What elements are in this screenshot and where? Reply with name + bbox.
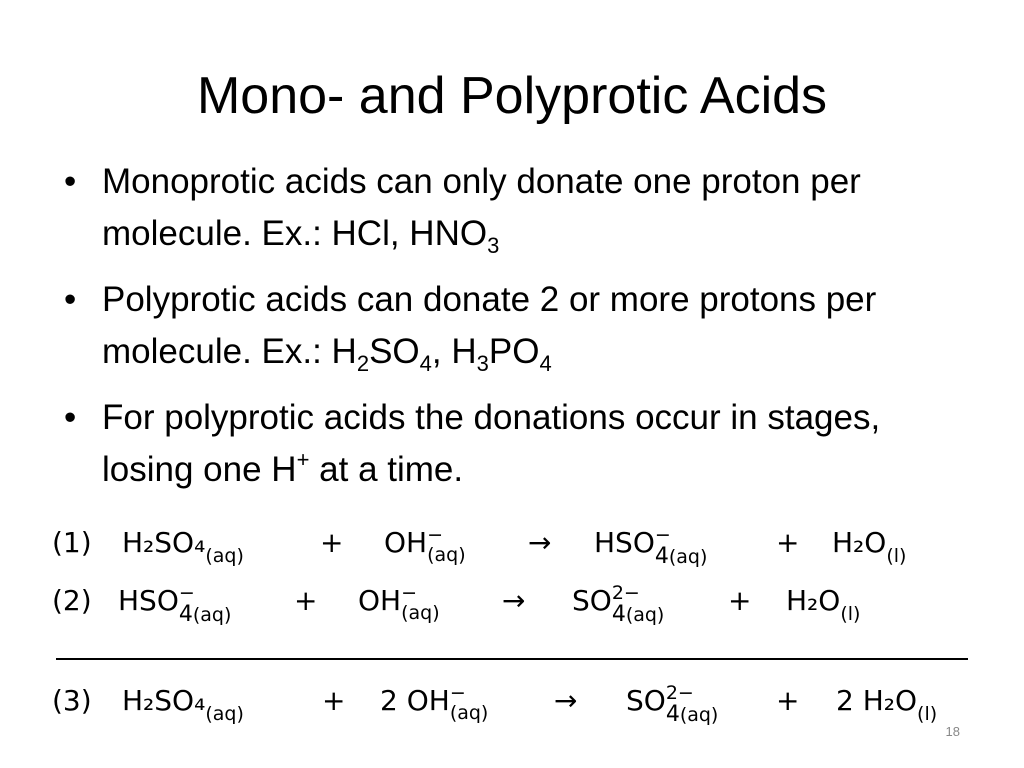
sum-divider-line <box>56 658 968 660</box>
formula-part: SO <box>369 332 420 371</box>
state <box>179 602 232 627</box>
charge: − <box>401 582 418 604</box>
charge-state-stack <box>654 524 727 570</box>
state <box>655 544 708 569</box>
charge-state-stack <box>427 524 499 570</box>
state: (aq) <box>401 602 440 624</box>
bullet-dot-icon: • <box>64 398 77 437</box>
state: (aq) <box>205 703 244 725</box>
subscript: 4 <box>419 351 432 376</box>
subscript: 4 <box>665 702 680 727</box>
charge: − <box>449 682 466 704</box>
charge: − <box>178 582 195 604</box>
state-text: (aq) <box>668 546 708 568</box>
superscript: + <box>296 447 310 472</box>
bullet-text-tail: at a time. <box>309 450 464 489</box>
reaction-arrow-icon: → <box>502 584 526 617</box>
formula-part: PO <box>488 332 540 371</box>
equation-number: (3) <box>52 684 92 717</box>
subscript: 4 <box>178 602 193 627</box>
state: (l) <box>886 545 907 567</box>
state-text: (aq) <box>679 704 719 726</box>
formula: 2 H₂O <box>836 684 918 717</box>
reactant-formula <box>122 526 244 567</box>
state: (l) <box>917 703 938 725</box>
formula: H₂O <box>832 526 887 559</box>
state: (l) <box>840 603 861 625</box>
reactant-formula <box>118 582 251 627</box>
reactant-formula <box>122 684 244 725</box>
state <box>612 602 665 627</box>
charge: 2− <box>665 682 694 704</box>
reaction-arrow-icon: → <box>554 684 578 717</box>
plus-sign: + <box>776 684 800 717</box>
bullet-text: Monoprotic acids can only donate one proton per molecule. Ex.: HCl, HNO <box>102 162 861 253</box>
state: (aq) <box>449 702 489 724</box>
state-text: (aq) <box>192 604 232 626</box>
formula: 2 OH <box>380 684 450 717</box>
plus-sign: + <box>776 526 800 559</box>
subscript: 3 <box>487 233 500 258</box>
product-formula <box>832 526 907 567</box>
bullet-dot-icon: • <box>64 162 77 201</box>
product-formula <box>572 582 684 627</box>
charge-state-stack <box>665 682 738 728</box>
subscript: 4 <box>539 351 552 376</box>
subscript: 4 <box>654 544 669 569</box>
bullet-stages <box>60 392 980 496</box>
page-number: 18 <box>945 724 960 739</box>
formula: H₂SO₄ <box>122 684 206 717</box>
bullet-list <box>60 156 980 510</box>
formula: OH <box>384 526 428 559</box>
state-text: (aq) <box>625 604 665 626</box>
reactant-formula <box>380 684 522 724</box>
plus-sign: + <box>294 584 318 617</box>
bullet-polyprotic <box>60 274 980 378</box>
bullet-dot-icon: • <box>64 280 77 319</box>
state: (aq) <box>205 545 244 567</box>
bullet-monoprotic <box>60 156 980 260</box>
charge-state-stack <box>611 582 684 628</box>
charge: − <box>427 524 444 546</box>
state: (aq) <box>427 544 466 566</box>
reactant-formula <box>384 526 499 566</box>
equation-2 <box>52 580 982 627</box>
product-formula <box>786 584 861 625</box>
product-formula <box>836 684 938 725</box>
formula: H₂SO₄ <box>122 526 206 559</box>
reaction-arrow-icon: → <box>528 526 552 559</box>
charge-state-stack <box>178 582 251 628</box>
equation-3 <box>52 680 982 727</box>
slide-title: Mono- and Polyprotic Acids <box>196 67 828 125</box>
subscript: 3 <box>476 351 489 376</box>
formula: SO <box>626 684 666 717</box>
charge: 2− <box>611 582 640 604</box>
formula: OH <box>358 584 402 617</box>
product-formula <box>594 524 727 569</box>
bullet-text: Polyprotic acids can donate 2 or more protons per molecule. Ex.: H <box>102 280 877 371</box>
plus-sign: + <box>320 526 344 559</box>
charge-state-stack <box>401 582 473 628</box>
reactant-formula <box>358 584 473 624</box>
plus-sign: + <box>728 584 752 617</box>
equation-number: (1) <box>52 526 92 559</box>
equation-1 <box>52 522 982 569</box>
plus-sign: + <box>322 684 346 717</box>
formula: H₂O <box>786 584 841 617</box>
formula-part: , H <box>431 332 477 371</box>
charge: − <box>654 524 671 546</box>
subscript: 4 <box>611 602 626 627</box>
bullet-text: For polyprotic acids the donations occur in stages, losing one H <box>102 398 881 489</box>
formula: HSO <box>594 526 655 559</box>
formula: SO <box>572 584 612 617</box>
product-formula <box>626 682 738 727</box>
charge-state-stack <box>449 682 522 728</box>
state <box>666 702 719 727</box>
formula: HSO <box>118 584 179 617</box>
subscript: 2 <box>356 351 370 376</box>
equation-number: (2) <box>52 584 92 617</box>
